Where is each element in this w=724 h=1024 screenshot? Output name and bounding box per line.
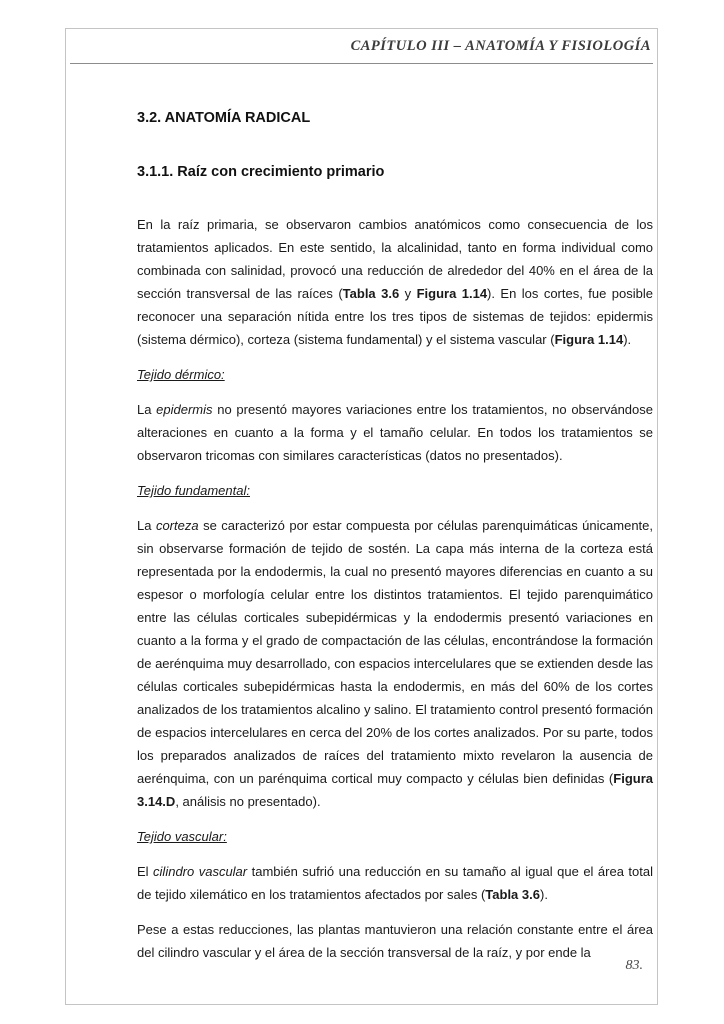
body-paragraph <box>137 398 653 467</box>
section-title: 3.2. ANATOMÍA RADICAL <box>137 110 311 126</box>
term-text: cilindro vascular <box>153 864 248 879</box>
plain-text: El <box>137 864 154 879</box>
tissue-subheading: Tejido dérmico: <box>137 367 225 382</box>
term-text: corteza <box>155 518 199 533</box>
plain-text: ). En los cortes, fue posible reconocer una separación nítida entre los tres tipos de sistemas de tejidos: epidermis (sistema dérmico), corteza (sistema fundamental) y el sistema vascular ( <box>137 286 653 347</box>
reference-text: Tabla 3.6 <box>485 887 540 902</box>
reference-text: Figura 3.14.D <box>137 771 653 809</box>
term-text: epidermis <box>156 402 213 417</box>
body-paragraph <box>137 860 653 906</box>
document-body <box>137 213 653 964</box>
body-paragraph <box>137 514 653 813</box>
reference-text: Figura 1.14 <box>416 286 488 301</box>
tissue-subheading: Tejido fundamental: <box>137 483 250 498</box>
page-content <box>66 110 657 964</box>
plain-text: ). <box>623 332 632 347</box>
running-header <box>70 38 653 64</box>
reference-text: Tabla 3.6 <box>342 286 400 301</box>
chapter-header-title: CAPÍTULO III – ANATOMÍA Y FISIOLOGÍA <box>350 38 651 54</box>
plain-text: La <box>137 402 157 417</box>
reference-text: Figura 1.14 <box>554 332 624 347</box>
plain-text: Pese a estas reducciones, las plantas mantuvieron una relación constante entre el área del cilindro vascular y el área de la sección transversal de la raíz, y por ende la <box>137 922 653 960</box>
plain-text: En la raíz primaria, se observaron cambios anatómicos como consecuencia de los tratamientos aplicados. En este sentido, la alcalinidad, tanto en forma individual como combinada con salinidad, provocó una reducción de alrededor del 40% en el área de la sección transversal de las raíces ( <box>137 217 653 301</box>
plain-text: ). <box>539 887 548 902</box>
page-border-frame <box>65 28 658 1005</box>
subsection-title: 3.1.1. Raíz con crecimiento primario <box>137 164 385 180</box>
tissue-subheading: Tejido vascular: <box>137 829 227 844</box>
body-paragraph <box>137 918 653 964</box>
body-paragraph <box>137 213 653 351</box>
page-number: 83. <box>625 958 643 973</box>
plain-text: se caracterizó por estar compuesta por células parenquimáticas únicamente, sin observarse formación de tejido de sostén. La capa más interna de la corteza está representada por la endodermis, la cual no presentó mayores diferencias en cuanto a su espesor o morfología celular entre los distintos tratamientos. El tejido parenquimático entre las células corticales subepidérmicas y la endodermis presentó variaciones en cuanto a la forma y el grado de compactación de las células, encontrándose la formación de aerénquima muy desarrollado, con espacios intercelulares que se extienden desde las células corticales subepidérmicas hasta la endodermis, en más del 60% de los cortes analizados de los tratamientos alcalino y salino. El tratamiento control presentó formación de espacios intercelulares en cerca del 20% de los cortes analizados. Por su parte, todos los preparados analizados de raíces del tratamiento mixto revelaron la ausencia de aerénquima, con un parénquima cortical muy compacto y células bien definidas ( <box>137 518 653 786</box>
plain-text: también sufrió una reducción en su tamaño al igual que el área total de tejido xilemático en los tratamientos afectados por sales ( <box>137 864 654 902</box>
plain-text: La <box>137 518 156 533</box>
plain-text: , análisis no presentado). <box>175 794 321 809</box>
plain-text: y <box>399 286 417 301</box>
plain-text: no presentó mayores variaciones entre los tratamientos, no observándose alteraciones en cuanto a la forma y el tamaño celular. En todos los tratamientos se observaron tricomas con similares características (datos no presentados). <box>137 402 654 463</box>
